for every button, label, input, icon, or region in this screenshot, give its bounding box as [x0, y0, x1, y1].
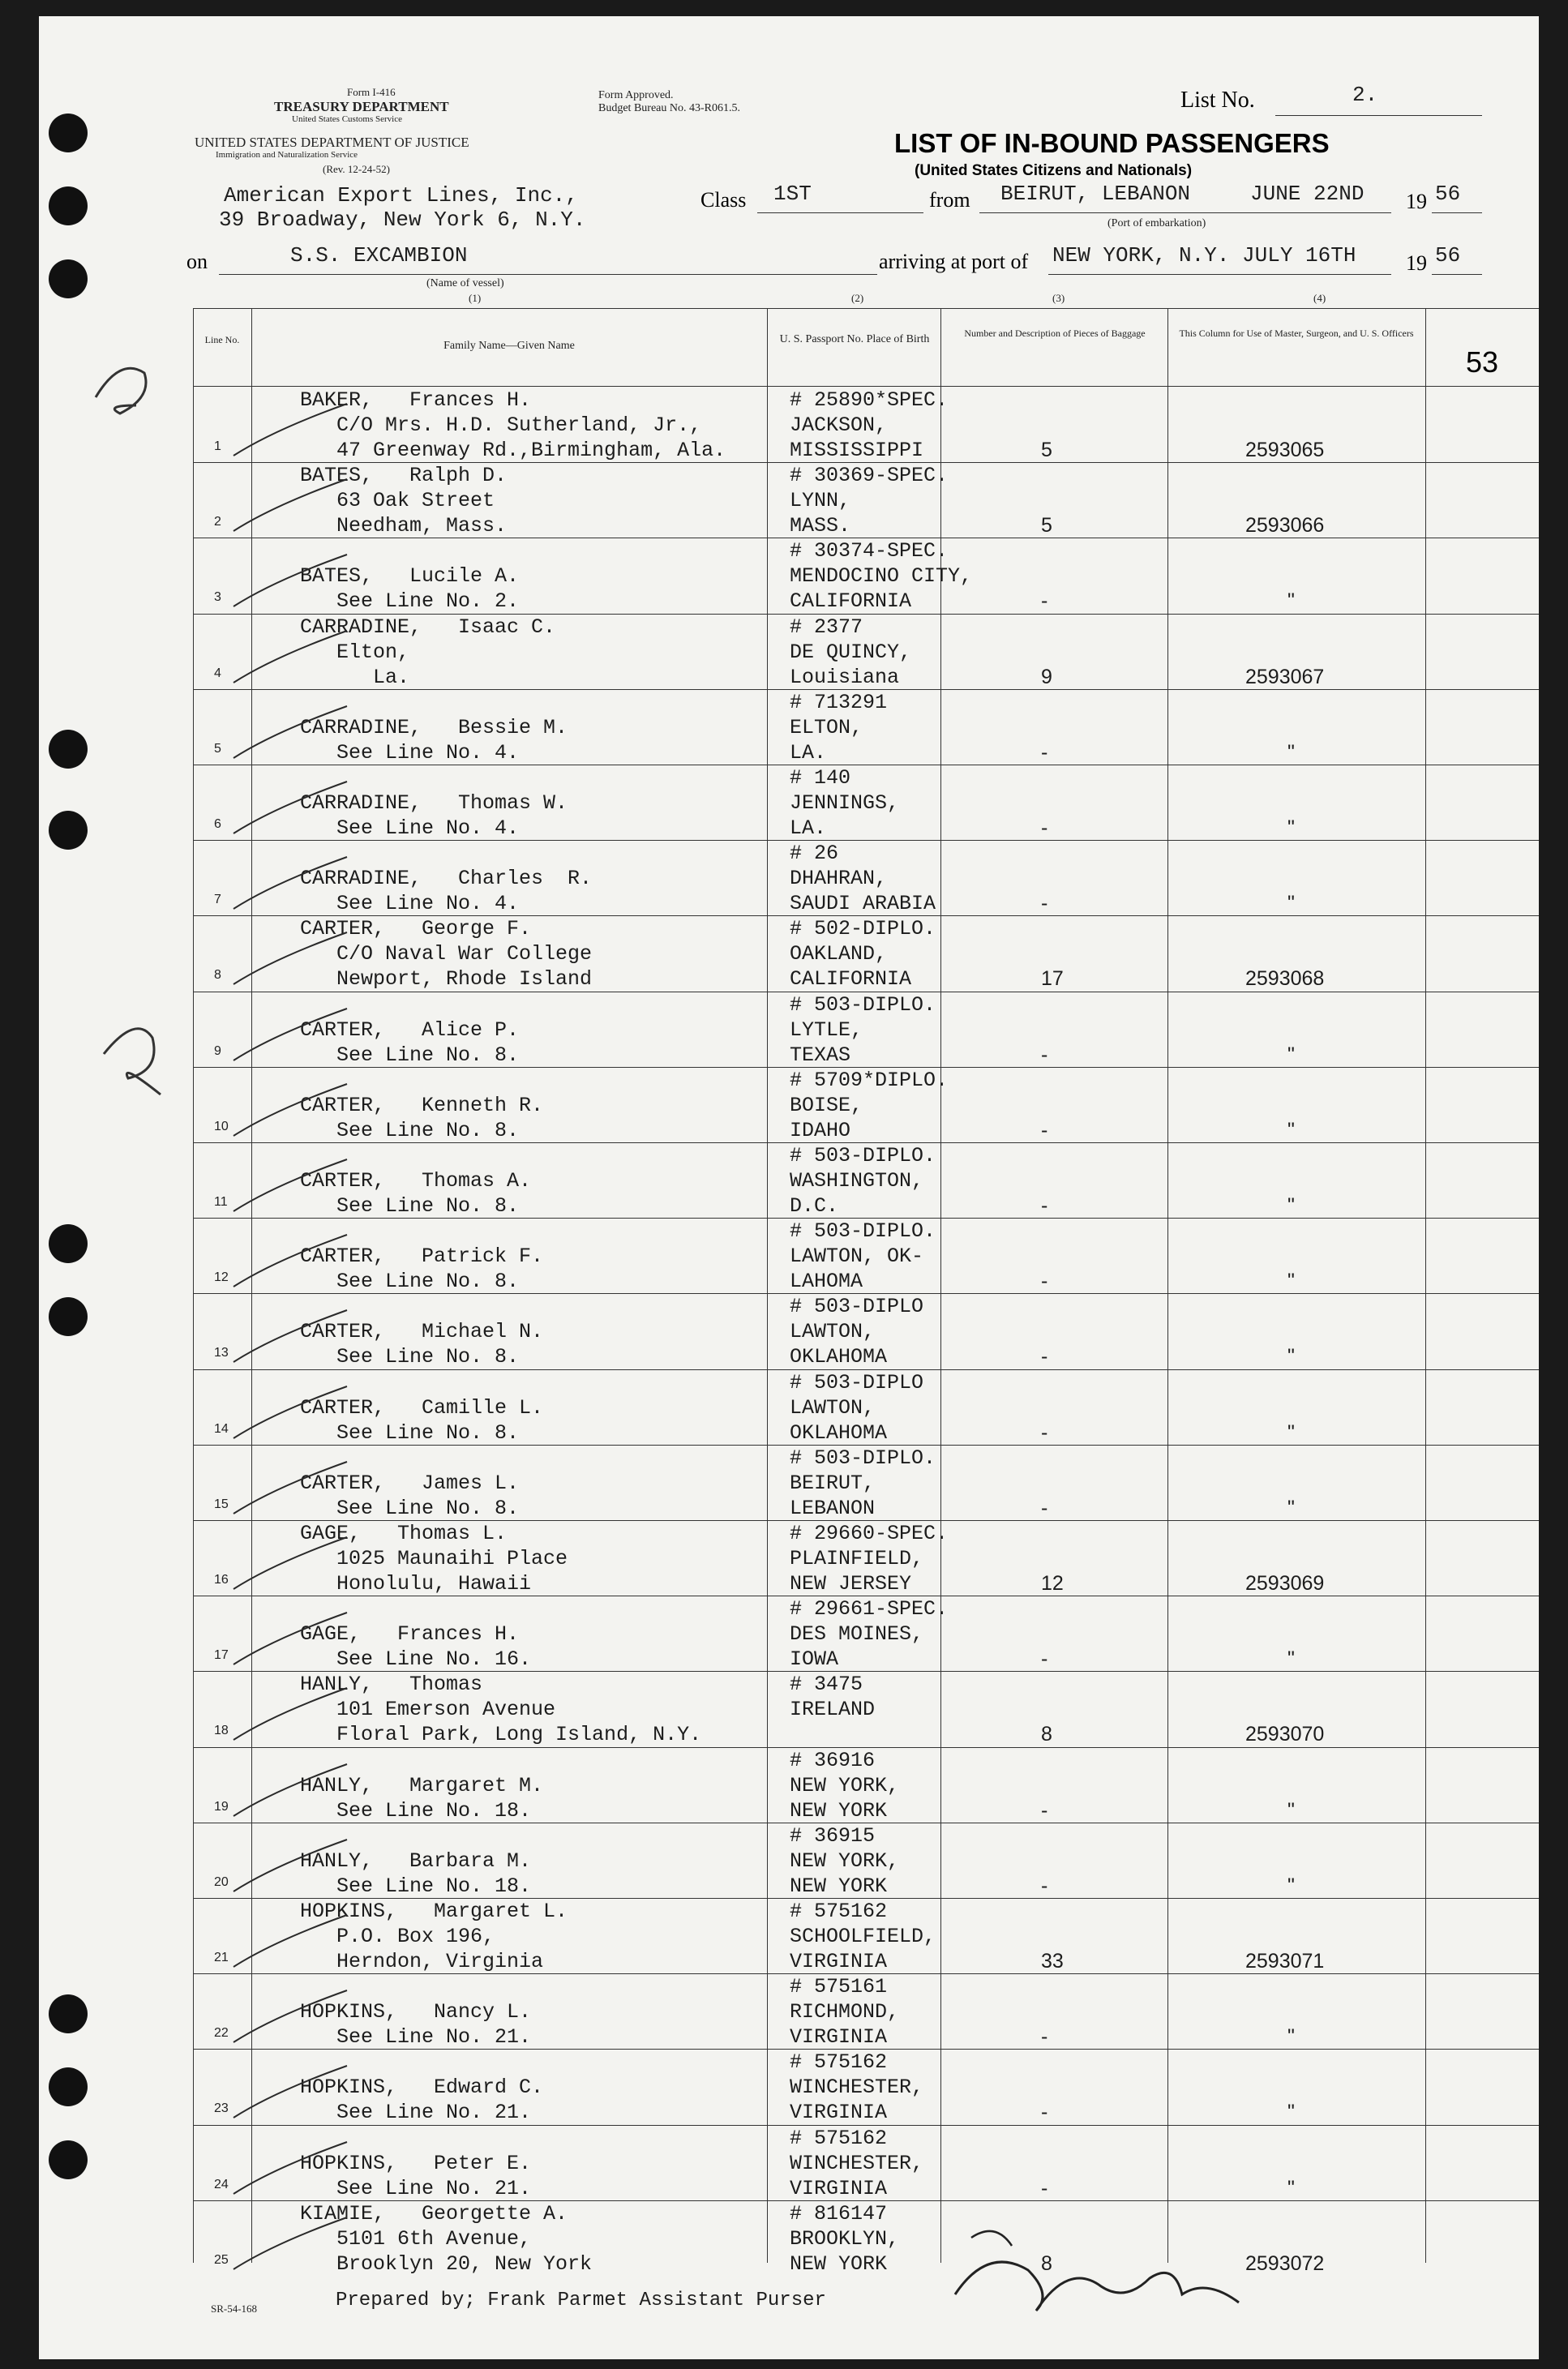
passport-birthplace-line: # 503-DIPLO.: [790, 992, 936, 1017]
punch-hole: [49, 2140, 88, 2179]
passenger-name-line: Elton,: [300, 640, 410, 664]
passport-birthplace-line: Louisiana: [790, 665, 900, 689]
line-number: 5: [214, 741, 221, 756]
officer-number: ": [1287, 1345, 1295, 1369]
punch-hole: [49, 1297, 88, 1336]
passenger-name-line: See Line No. 4.: [300, 892, 520, 916]
passport-birthplace-line: LEBANON: [790, 1496, 876, 1520]
passport-birthplace-line: MASS.: [790, 514, 851, 538]
line-number: 3: [214, 590, 221, 605]
handwritten-check-mark: [225, 1606, 355, 1671]
handwritten-check-mark: [225, 1681, 355, 1746]
passport-birthplace-line: # 503-DIPLO.: [790, 1219, 936, 1244]
passport-birthplace-line: DES MOINES,: [790, 1622, 924, 1647]
passenger-name-line: BAKER, Frances H.: [300, 388, 532, 412]
passenger-name-line: CARTER, Michael N.: [300, 1320, 544, 1344]
handwritten-check-mark: [225, 1455, 355, 1520]
passport-birthplace-line: VIRGINIA: [790, 2176, 888, 2200]
passport-birthplace-line: OKLAHOMA: [790, 1420, 888, 1445]
line-number: 18: [214, 1724, 229, 1738]
passport-birthplace-line: PLAINFIELD,: [790, 1547, 924, 1570]
arrival-rule: [1048, 274, 1391, 275]
form-approved: Form Approved.: [598, 89, 674, 101]
officer-number: ": [1287, 1043, 1295, 1066]
passenger-name-line: CARTER, Thomas A.: [300, 1169, 532, 1193]
handwritten-check-mark: [225, 2059, 355, 2124]
handwritten-check-mark: [225, 1153, 355, 1218]
passport-birthplace-line: BROOKLYN,: [790, 2226, 900, 2251]
baggage-count: -: [1041, 2025, 1048, 2049]
table-top-border: [193, 308, 1539, 309]
line-number: 17: [214, 1648, 229, 1663]
passport-birthplace-line: MISSISSIPPI: [790, 439, 924, 462]
passport-divider: [940, 308, 941, 2263]
officer-number: ": [1287, 1874, 1295, 1897]
passport-birthplace-line: # 29660-SPEC.: [790, 1522, 949, 1545]
punch-hole: [49, 114, 88, 152]
passport-birthplace-line: # 30374-SPEC.: [790, 539, 949, 563]
column-header-passport: U. S. Passport No. Place of Birth: [779, 333, 930, 345]
officer-number: 2593069: [1245, 1572, 1325, 1595]
passport-birthplace-line: NEW YORK: [790, 1798, 888, 1823]
line-number: 25: [214, 2252, 229, 2267]
line-number: 6: [214, 817, 221, 831]
officer-number: 2593066: [1245, 514, 1325, 538]
handwritten-check-mark: [225, 1758, 355, 1823]
passport-birthplace-line: # 503-DIPLO: [790, 1295, 924, 1319]
on-label: on: [186, 250, 208, 273]
column-number-2: (2): [851, 292, 864, 304]
passport-birthplace-line: # 3475: [790, 1673, 863, 1697]
passport-birthplace-line: # 503-DIPLO.: [790, 1446, 936, 1470]
passport-birthplace-line: CALIFORNIA: [790, 589, 912, 614]
passport-birthplace-line: IOWA: [790, 1647, 839, 1672]
passport-birthplace-line: NEW YORK,: [790, 1773, 900, 1797]
passenger-name-line: See Line No. 4.: [300, 740, 520, 765]
passenger-name-line: See Line No. 21.: [300, 2025, 532, 2050]
officer-number: ": [1287, 1118, 1295, 1142]
passport-birthplace-line: WASHINGTON,: [790, 1169, 924, 1193]
handwritten-check-mark: [225, 1984, 355, 2049]
baggage-count: -: [1041, 1496, 1048, 1519]
form-number: Form I-416: [347, 86, 396, 98]
passport-birthplace-line: NEW YORK: [790, 1874, 888, 1898]
line-number: 13: [214, 1346, 229, 1360]
line-number: 7: [214, 893, 221, 907]
embarkation-date: JUNE 22ND: [1250, 182, 1365, 206]
passenger-name-line: HOPKINS, Peter E.: [300, 2151, 532, 2175]
handwritten-check-mark: [225, 1380, 355, 1445]
baggage-count: -: [1041, 740, 1048, 764]
company-line-2: 39 Broadway, New York 6, N.Y.: [219, 208, 586, 232]
baggage-count: -: [1041, 1647, 1048, 1671]
punch-hole: [49, 259, 88, 298]
passport-birthplace-line: # 2377: [790, 615, 863, 639]
passport-birthplace-line: DHAHRAN,: [790, 867, 888, 891]
baggage-count: 17: [1041, 967, 1064, 991]
passport-birthplace-line: # 503-DIPLO.: [790, 1144, 936, 1167]
punch-hole: [49, 1994, 88, 2033]
handwritten-check-mark: [225, 1002, 355, 1067]
list-number-label: List No.: [1180, 88, 1255, 113]
passport-birthplace-line: LA.: [790, 740, 827, 765]
officer-number: ": [1287, 1270, 1295, 1293]
passenger-name-line: CARTER, James L.: [300, 1471, 520, 1495]
revision-date: (Rev. 12-24-52): [323, 163, 390, 175]
officer-number: ": [1287, 1194, 1295, 1217]
line-number: 11: [214, 1195, 228, 1209]
passenger-name-line: P.O. Box 196,: [300, 1925, 495, 1948]
vessel-rule: [219, 274, 877, 275]
baggage-count: -: [1041, 2101, 1048, 2124]
passport-birthplace-line: ELTON,: [790, 715, 863, 739]
handwritten-check-mark: [225, 2136, 355, 2200]
handwritten-check-mark: [225, 2211, 355, 2276]
line-number: 24: [214, 2177, 229, 2191]
department-of-justice: UNITED STATES DEPARTMENT OF JUSTICE: [195, 135, 469, 150]
line-number: 1: [214, 439, 221, 453]
budget-bureau: Budget Bureau No. 43-R061.5.: [598, 102, 740, 114]
baggage-count: -: [1041, 1420, 1048, 1444]
table-header-border: [193, 386, 1539, 387]
vessel-note: (Name of vessel): [426, 277, 504, 289]
handwritten-check-mark: [225, 926, 355, 991]
line-number: 16: [214, 1573, 229, 1587]
passenger-name-line: See Line No. 16.: [300, 1647, 532, 1672]
officer-number: 2593072: [1245, 2251, 1325, 2275]
passport-birthplace-line: # 30369-SPEC.: [790, 464, 949, 488]
passport-birthplace-line: LAWTON,: [790, 1320, 876, 1344]
passenger-name-line: Brooklyn 20, New York: [300, 2251, 593, 2276]
passport-birthplace-line: IRELAND: [790, 1698, 876, 1722]
baggage-count: -: [1041, 1798, 1048, 1822]
punch-hole: [49, 186, 88, 225]
column-number-4: (4): [1313, 292, 1326, 304]
passport-birthplace-line: # 502-DIPLO.: [790, 917, 936, 941]
passenger-name-line: CARRADINE, Charles R.: [300, 867, 593, 891]
passport-birthplace-line: MENDOCINO CITY,: [790, 564, 973, 589]
line-number: 23: [214, 2101, 229, 2116]
passport-birthplace-line: IDAHO: [790, 1118, 851, 1142]
baggage-divider: [1167, 308, 1168, 2263]
passport-birthplace-line: SCHOOLFIELD,: [790, 1925, 936, 1948]
baggage-count: -: [1041, 1270, 1048, 1293]
officer-number: ": [1287, 892, 1295, 915]
passport-birthplace-line: # 29661-SPEC.: [790, 1597, 949, 1621]
punch-hole: [49, 1224, 88, 1263]
form-code: SR-54-168: [211, 2303, 258, 2315]
column-number-3: (3): [1052, 292, 1065, 304]
manifest-page: [39, 16, 1539, 2359]
passenger-name-line: HOPKINS, Nancy L.: [300, 2000, 532, 2024]
baggage-count: 33: [1041, 1950, 1064, 1973]
passenger-name-line: HANLY, Margaret M.: [300, 1773, 544, 1797]
line-number: 20: [214, 1874, 229, 1889]
officer-number: 2593071: [1245, 1950, 1325, 1973]
handwritten-check-mark: [225, 397, 355, 462]
passport-birthplace-line: NEW YORK,: [790, 1849, 900, 1873]
baggage-count: -: [1041, 589, 1048, 613]
passenger-name-line: Floral Park, Long Island, N.Y.: [300, 1723, 702, 1747]
passport-birthplace-line: LA.: [790, 816, 827, 840]
baggage-count: -: [1041, 1043, 1048, 1066]
handwritten-check-mark: [225, 1531, 355, 1596]
passport-birthplace-line: RICHMOND,: [790, 2000, 900, 2024]
passport-birthplace-line: # 575162: [790, 2050, 888, 2075]
handwritten-check-mark: [225, 473, 355, 538]
passport-birthplace-line: LYTLE,: [790, 1017, 863, 1042]
passport-birthplace-line: # 140: [790, 766, 851, 790]
officer-number: ": [1287, 740, 1295, 764]
passenger-name-line: See Line No. 8.: [300, 1496, 520, 1520]
name-divider: [767, 308, 768, 2263]
customs-service: United States Customs Service: [292, 114, 402, 124]
passenger-name-line: CARTER, Kenneth R.: [300, 1093, 544, 1117]
handwritten-check-mark: [225, 1833, 355, 1898]
arrival-year-rule: [1432, 274, 1482, 275]
passport-birthplace-line: WINCHESTER,: [790, 2076, 924, 2100]
passenger-name-line: See Line No. 21.: [300, 2176, 532, 2200]
passport-birthplace-line: NEW YORK: [790, 2251, 888, 2276]
arrival-year-prefix: 19: [1406, 251, 1427, 275]
passenger-name-line: See Line No. 18.: [300, 1798, 532, 1823]
passport-birthplace-line: # 5709*DIPLO.: [790, 1068, 949, 1092]
baggage-count: 9: [1041, 665, 1052, 688]
line-number: 12: [214, 1270, 229, 1285]
passport-birthplace-line: LAHOMA: [790, 1270, 863, 1294]
passport-birthplace-line: # 26: [790, 842, 839, 866]
officer-number: ": [1287, 1496, 1295, 1519]
passport-birthplace-line: # 503-DIPLO: [790, 1370, 924, 1394]
passenger-name-line: La.: [300, 665, 410, 689]
passenger-name-line: C/O Mrs. H.D. Sutherland, Jr.,: [300, 413, 702, 437]
class-value: 1ST: [773, 182, 812, 206]
form-title: LIST OF IN-BOUND PASSENGERS: [894, 128, 1330, 158]
passenger-name-line: 5101 6th Avenue,: [300, 2226, 532, 2251]
from-rule: [979, 212, 1391, 213]
passenger-name-line: See Line No. 8.: [300, 1194, 520, 1218]
passenger-name-line: 47 Greenway Rd.,Birmingham, Ala.: [300, 439, 726, 462]
passport-birthplace-line: # 713291: [790, 690, 888, 714]
officer-number: ": [1287, 816, 1295, 839]
handwritten-check-mark: [225, 775, 355, 840]
passenger-name-line: HOPKINS, Margaret L.: [300, 1900, 568, 1923]
line-number: 10: [214, 1119, 229, 1133]
passenger-name-line: BATES, Ralph D.: [300, 464, 508, 488]
passenger-name-line: HANLY, Thomas: [300, 1673, 483, 1697]
passport-birthplace-line: OKLAHOMA: [790, 1345, 888, 1369]
handwritten-check-mark: [225, 700, 355, 765]
officer-number: 2593067: [1245, 665, 1325, 688]
passenger-name-line: 101 Emerson Avenue: [300, 1698, 556, 1722]
passport-birthplace-line: BOISE,: [790, 1093, 863, 1117]
passport-birthplace-line: # 36915: [790, 1823, 876, 1848]
class-label: Class: [700, 188, 747, 212]
handwritten-check-mark: [225, 1228, 355, 1293]
line-number: 2: [214, 515, 221, 529]
passport-birthplace-line: LYNN,: [790, 489, 851, 513]
passport-birthplace-line: SAUDI ARABIA: [790, 892, 936, 916]
passenger-name-line: 1025 Maunaihi Place: [300, 1547, 568, 1570]
list-number-rule: [1275, 115, 1482, 116]
passenger-name-line: BATES, Lucile A.: [300, 564, 520, 589]
passport-birthplace-line: # 816147: [790, 2201, 888, 2225]
handwritten-check-mark: [225, 548, 355, 613]
passenger-name-line: C/O Naval War College: [300, 942, 593, 966]
passport-birthplace-line: VIRGINIA: [790, 2101, 888, 2125]
passenger-name-line: See Line No. 8.: [300, 1118, 520, 1142]
immigration-service: Immigration and Naturalization Service: [216, 150, 358, 160]
officer-number: 2593070: [1245, 1723, 1325, 1746]
arrival-port: NEW YORK, N.Y. JULY 16TH: [1052, 243, 1356, 268]
handwritten-signature: [939, 2213, 1279, 2327]
baggage-count: -: [1041, 1118, 1048, 1142]
vessel-name: S.S. EXCAMBION: [290, 243, 468, 268]
row-divider: [193, 840, 1539, 841]
passenger-name-line: GAGE, Thomas L.: [300, 1522, 508, 1545]
handwritten-check-mark: [225, 1304, 355, 1369]
embarkation-note: (Port of embarkation): [1107, 217, 1206, 229]
passenger-name-line: GAGE, Frances H.: [300, 1622, 520, 1647]
officer-number: 2593065: [1245, 439, 1325, 461]
line-number: 8: [214, 968, 221, 983]
officer-number: ": [1287, 1798, 1295, 1822]
passenger-name-line: HOPKINS, Edward C.: [300, 2076, 544, 2100]
form-subtitle: (United States Citizens and Nationals): [915, 162, 1193, 179]
passenger-name-line: HANLY, Barbara M.: [300, 1849, 532, 1873]
passport-birthplace-line: # 36916: [790, 1748, 876, 1772]
handwritten-check-mark: [225, 1077, 355, 1142]
passport-birthplace-line: # 25890*SPEC.: [790, 388, 949, 412]
from-label: from: [929, 188, 970, 212]
passenger-name-line: See Line No. 8.: [300, 1345, 520, 1369]
passenger-name-line: See Line No. 21.: [300, 2101, 532, 2125]
baggage-count: -: [1041, 816, 1048, 839]
officer-number: ": [1287, 2176, 1295, 2200]
passenger-name-line: See Line No. 8.: [300, 1270, 520, 1294]
baggage-count: -: [1041, 1345, 1048, 1369]
passport-birthplace-line: LAWTON, OK-: [790, 1244, 924, 1269]
baggage-count: 5: [1041, 439, 1052, 461]
company-line-1: American Export Lines, Inc.,: [224, 183, 578, 208]
passenger-name-line: Newport, Rhode Island: [300, 967, 593, 992]
column-number-1: (1): [469, 292, 482, 304]
baggage-count: 12: [1041, 1572, 1064, 1595]
passenger-name-line: CARTER, George F.: [300, 917, 532, 941]
passport-birthplace-line: DE QUINCY,: [790, 640, 912, 664]
passport-birthplace-line: JENNINGS,: [790, 791, 900, 815]
passport-birthplace-line: LAWTON,: [790, 1395, 876, 1420]
officer-number: ": [1287, 2101, 1295, 2124]
passport-birthplace-line: D.C.: [790, 1194, 839, 1218]
arriving-label: arriving at port of: [879, 250, 1029, 273]
column-header-line-no: Line No.: [204, 334, 240, 345]
punch-hole: [49, 2067, 88, 2106]
passenger-name-line: Needham, Mass.: [300, 514, 508, 538]
passenger-name-line: See Line No. 2.: [300, 589, 520, 614]
passport-birthplace-line: TEXAS: [790, 1043, 851, 1067]
passport-birthplace-line: # 575162: [790, 2126, 888, 2150]
line-number: 21: [214, 1951, 229, 1964]
passport-birthplace-line: BEIRUT,: [790, 1471, 876, 1495]
officer-number: ": [1287, 2025, 1295, 2049]
table-right-border: [1425, 308, 1426, 2263]
passport-birthplace-line: VIRGINIA: [790, 1950, 888, 1973]
column-header-officers: This Column for Use of Master, Surgeon, and U. S. Officers: [1179, 328, 1414, 339]
baggage-count: -: [1041, 1874, 1048, 1897]
officer-number: 2593068: [1245, 967, 1325, 991]
baggage-count: -: [1041, 892, 1048, 915]
handwritten-check-mark: [225, 1908, 355, 1973]
embarkation-port: BEIRUT, LEBANON: [1000, 182, 1191, 206]
baggage-count: -: [1041, 1194, 1048, 1217]
line-number: 9: [214, 1043, 221, 1058]
passport-birthplace-line: CALIFORNIA: [790, 967, 912, 992]
passenger-name-line: 63 Oak Street: [300, 489, 495, 513]
baggage-count: 8: [1041, 1723, 1052, 1746]
passport-birthplace-line: JACKSON,: [790, 413, 888, 437]
officer-number: ": [1287, 1420, 1295, 1444]
passenger-name-line: See Line No. 8.: [300, 1043, 520, 1067]
passenger-name-line: CARRADINE, Bessie M.: [300, 715, 568, 739]
baggage-count: 5: [1041, 514, 1052, 538]
passenger-name-line: Herndon, Virginia: [300, 1950, 544, 1973]
treasury-department: TREASURY DEPARTMENT: [274, 99, 449, 114]
table-left-border: [193, 308, 194, 2263]
baggage-count: 8: [1041, 2251, 1052, 2275]
passenger-name-line: CARTER, Camille L.: [300, 1395, 544, 1420]
passport-birthplace-line: OAKLAND,: [790, 942, 888, 966]
passport-birthplace-line: NEW JERSEY: [790, 1572, 912, 1596]
from-year-rule: [1432, 212, 1482, 213]
passenger-name-line: CARRADINE, Isaac C.: [300, 615, 556, 639]
passenger-name-line: Honolulu, Hawaii: [300, 1572, 532, 1596]
passenger-name-line: See Line No. 18.: [300, 1874, 532, 1898]
page-number: 53: [1466, 345, 1499, 379]
column-header-baggage: Number and Description of Pieces of Baggage: [964, 328, 1146, 339]
column-header-name: Family Name—Given Name: [443, 340, 575, 352]
passenger-name-line: KIAMIE, Georgette A.: [300, 2201, 568, 2225]
handwritten-margin-marks: [71, 324, 201, 1216]
passenger-name-line: See Line No. 8.: [300, 1420, 520, 1445]
line-number: 14: [214, 1421, 229, 1436]
baggage-count: -: [1041, 2176, 1048, 2200]
class-rule: [757, 212, 923, 213]
passport-birthplace-line: VIRGINIA: [790, 2025, 888, 2050]
line-number: 22: [214, 2026, 229, 2041]
list-number: 2.: [1352, 83, 1378, 107]
passenger-name-line: CARRADINE, Thomas W.: [300, 791, 568, 815]
officer-number: ": [1287, 589, 1295, 613]
passenger-name-line: CARTER, Alice P.: [300, 1017, 520, 1042]
passport-birthplace-line: # 575161: [790, 1975, 888, 1999]
arrival-year: 56: [1435, 243, 1461, 268]
passport-birthplace-line: # 575162: [790, 1900, 888, 1923]
handwritten-check-mark: [225, 850, 355, 915]
line-number: 19: [214, 1799, 229, 1814]
from-year: 56: [1435, 182, 1461, 206]
prepared-by: Prepared by; Frank Parmet Assistant Purser: [336, 2290, 826, 2311]
line-number: 15: [214, 1497, 229, 1511]
from-year-prefix: 19: [1406, 190, 1427, 213]
passenger-name-line: CARTER, Patrick F.: [300, 1244, 544, 1269]
passenger-name-line: See Line No. 4.: [300, 816, 520, 840]
handwritten-check-mark: [225, 624, 355, 689]
passport-birthplace-line: WINCHESTER,: [790, 2151, 924, 2175]
line-number: 4: [214, 666, 221, 680]
officer-number: ": [1287, 1647, 1295, 1671]
